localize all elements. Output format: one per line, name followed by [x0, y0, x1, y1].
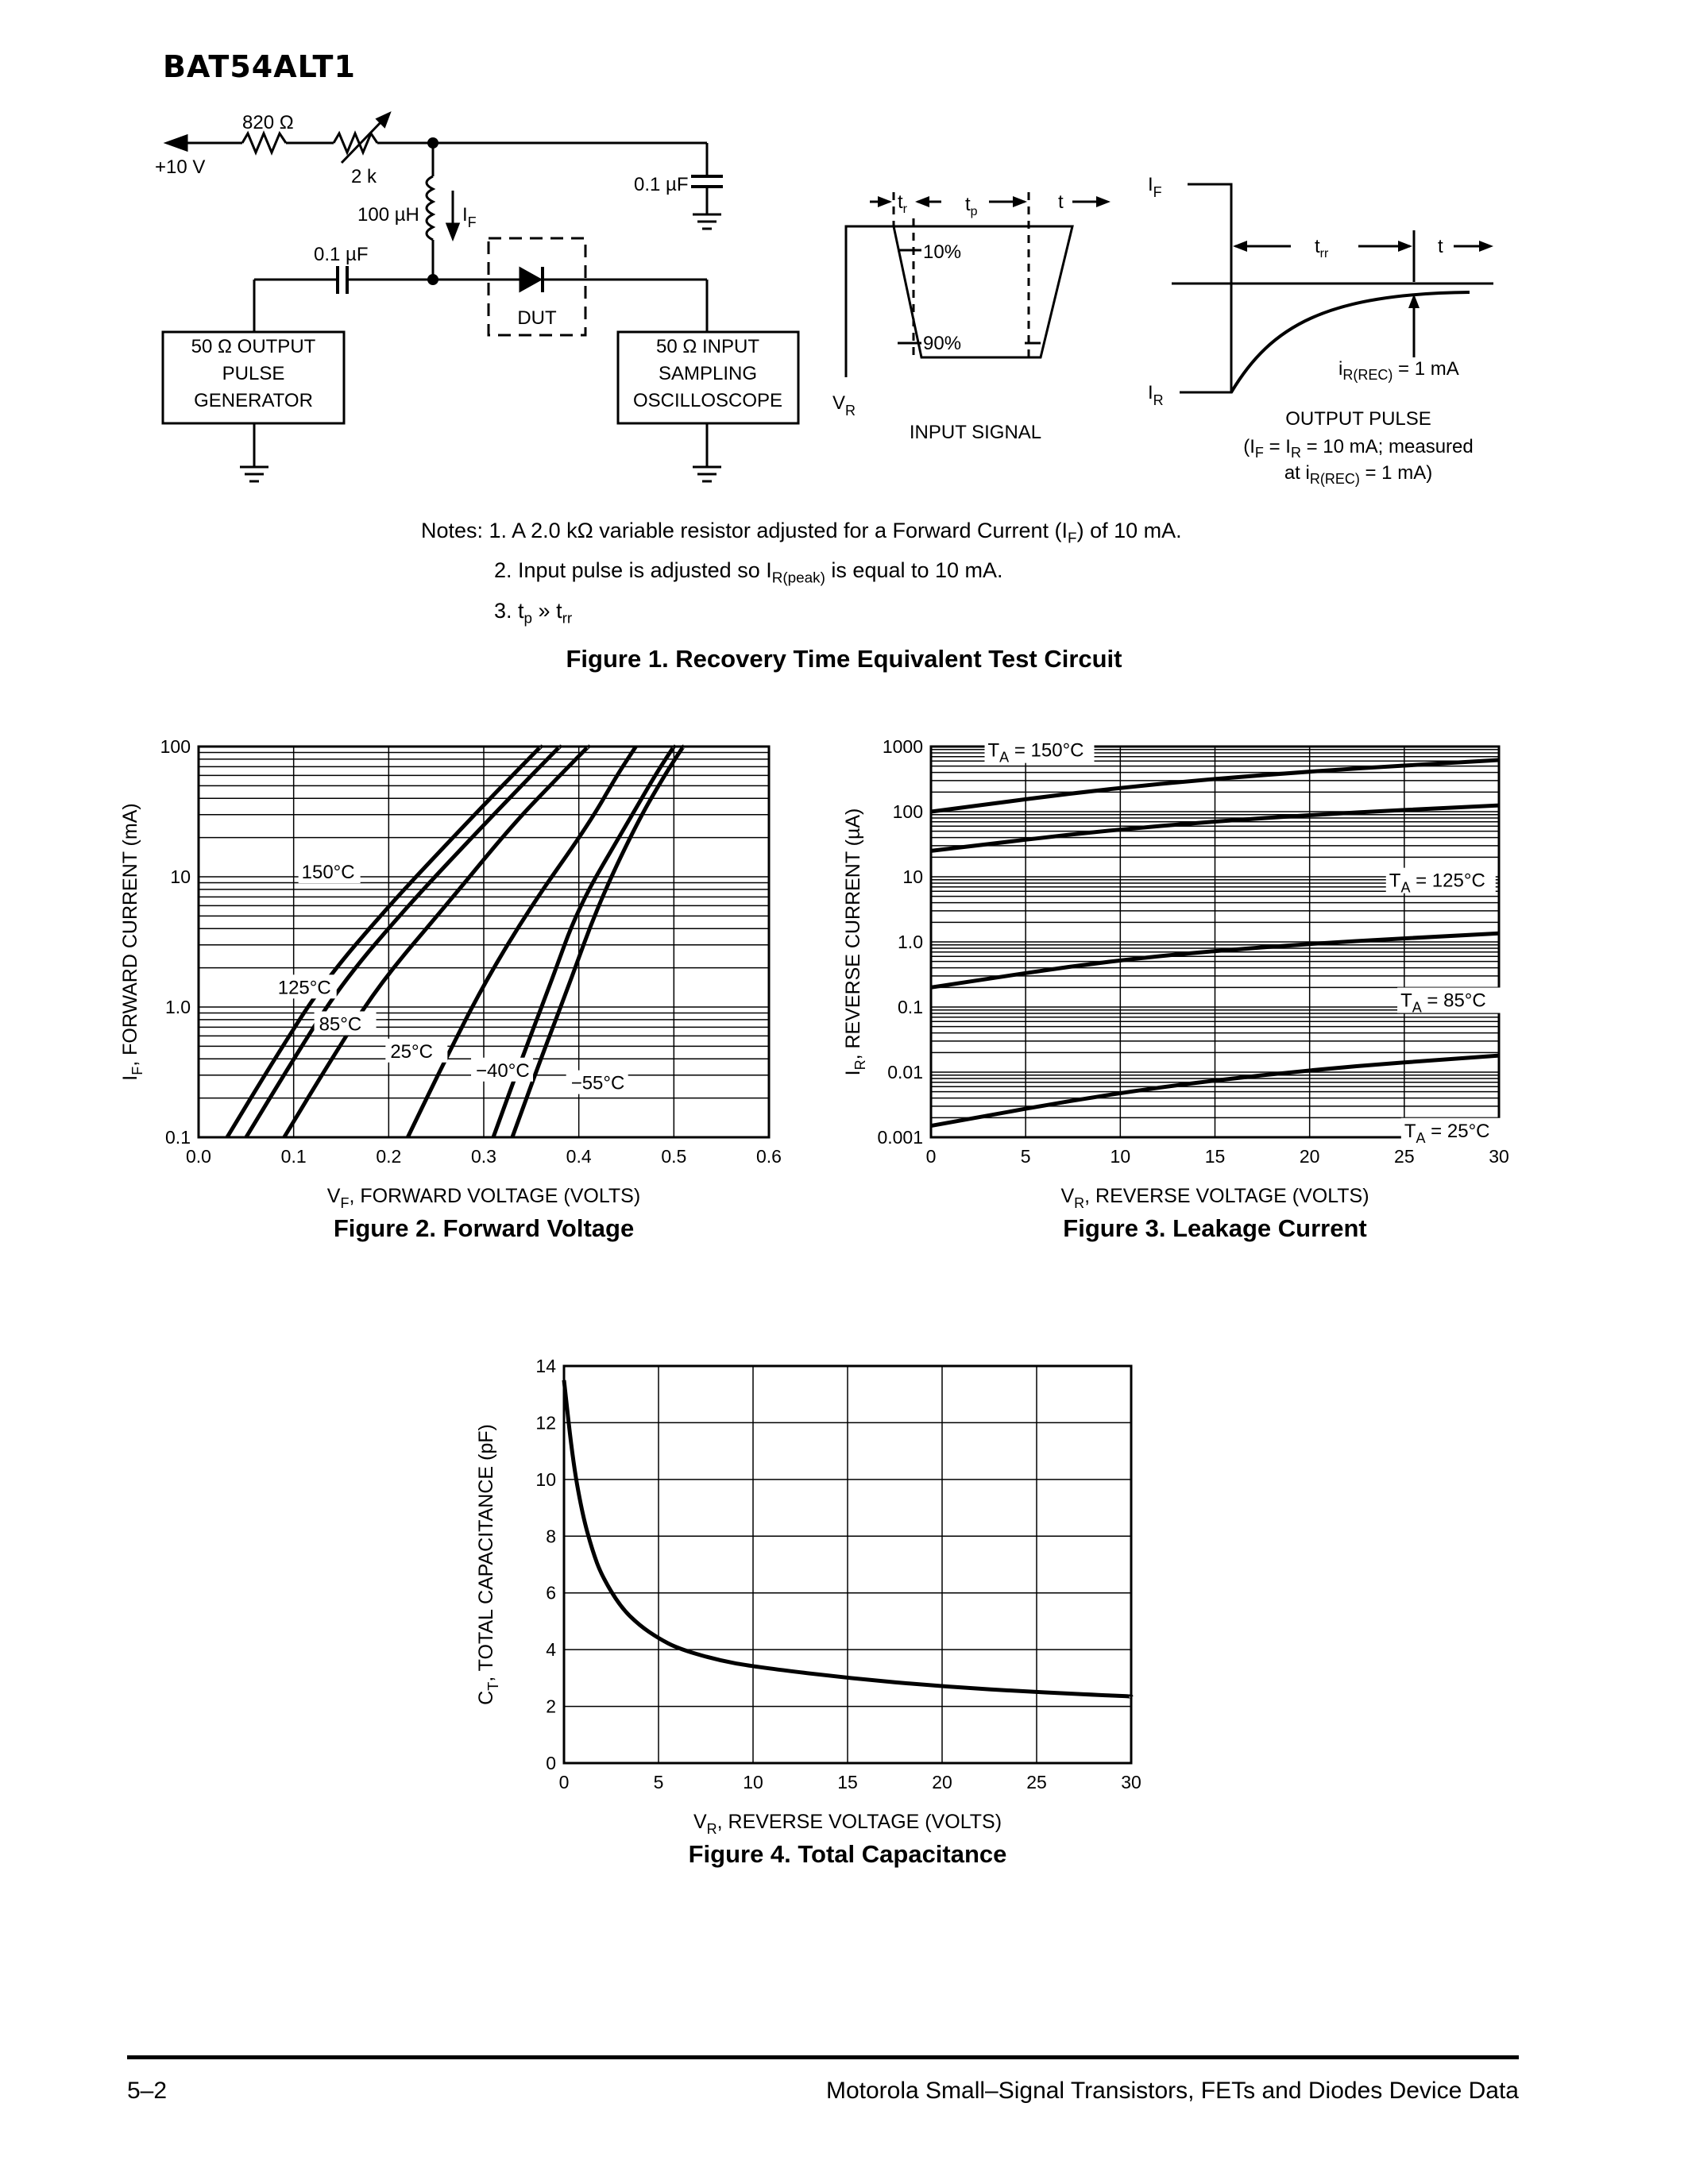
input-signal-waveform: [826, 175, 1112, 461]
y-tick-label: 0.1: [165, 1127, 191, 1148]
y-tick-label: 0.001: [877, 1127, 923, 1148]
note-3: 3. $t_p$ » $t_{rr}$: [494, 598, 573, 627]
leakage-current-chart: [826, 723, 1525, 1247]
forward-voltage-chart: [111, 723, 794, 1247]
y-tick-label: 10: [535, 1468, 556, 1490]
y-tick-label: 1.0: [165, 997, 191, 1017]
output-if-label: $I_F$: [1148, 174, 1162, 200]
generator-line2: PULSE: [222, 363, 285, 384]
grid: [564, 1366, 1131, 1763]
x-tick-label: 25: [1026, 1772, 1047, 1792]
generator-line3: GENERATOR: [194, 390, 313, 411]
y-tick-label: 1000: [882, 736, 923, 757]
y-tick-label: 100: [160, 736, 191, 757]
series-label: 25°C: [390, 1040, 433, 1063]
if-label: $I_F$: [462, 204, 477, 230]
tr-label: $t_r$: [898, 191, 907, 216]
x-axis-title: $V_F$, FORWARD VOLTAGE (VOLTS): [326, 1185, 641, 1211]
y-tick-label: 4: [546, 1639, 556, 1661]
oscilloscope-line1: 50 Ω INPUT: [656, 336, 759, 357]
series-label: $T_A = 150^\circ C$: [987, 739, 1084, 766]
x-axis-title: $V_R$, REVERSE VOLTAGE (VOLTS): [693, 1811, 1002, 1837]
x-tick-label: 30: [1121, 1772, 1141, 1792]
x-tick-label: 5: [1020, 1146, 1031, 1167]
resistor-label: 820 Ω: [242, 112, 294, 133]
vr-label: $V_R$: [832, 392, 856, 419]
y-tick-label: 10: [170, 866, 191, 887]
series-label: −55°C: [570, 1072, 625, 1094]
tp-label: $t_p$: [965, 194, 978, 218]
irrec-label: $i_{R(REC)} = 1$ mA: [1338, 358, 1459, 383]
series-label: $T_A = 125^\circ C$: [1389, 870, 1485, 896]
notes: [421, 515, 1182, 635]
variable-resistor-label: 2 k: [351, 166, 377, 187]
output-t-label: t: [1438, 236, 1443, 257]
input-signal-label: INPUT SIGNAL: [909, 422, 1042, 443]
ninety-percent-label: 90%: [923, 333, 962, 354]
y-tick-label: 12: [535, 1412, 556, 1433]
output-pulse-cond2: at $i_{R(REC)} = 1$ mA): [1284, 462, 1433, 487]
output-pulse-cond1: ($I_F = I_R = 10$ mA; measured: [1243, 436, 1474, 461]
figure1-caption: Figure 1. Recovery Time Equivalent Test Circuit: [566, 645, 1122, 673]
x-tick-label: 0: [558, 1772, 570, 1792]
dut-label: DUT: [517, 307, 557, 329]
y-tick-label: 6: [546, 1582, 556, 1603]
footer-divider: [127, 2055, 1519, 2059]
y-tick-label: 100: [892, 801, 923, 822]
x-tick-label: 20: [932, 1772, 952, 1792]
supply-label: +10 V: [155, 156, 206, 178]
chart-caption: Figure 2. Forward Voltage: [333, 1214, 635, 1242]
x-tick-label: 30: [1489, 1146, 1509, 1167]
y-tick-label: 1.0: [898, 932, 923, 952]
series-label: $T_A = 25^\circ C$: [1404, 1120, 1490, 1146]
x-tick-label: 0.2: [376, 1146, 402, 1167]
series-label: 85°C: [319, 1013, 362, 1036]
y-tick-label: 8: [546, 1526, 556, 1547]
x-tick-label: 0.0: [186, 1146, 211, 1167]
part-number: BAT54ALT1: [163, 49, 356, 84]
oscilloscope-line2: SAMPLING: [658, 363, 758, 384]
x-tick-label: 0: [925, 1146, 937, 1167]
page-number: 5–2: [127, 2078, 168, 2104]
series-label: $T_A = 85^\circ C$: [1400, 990, 1486, 1016]
x-tick-label: 25: [1394, 1146, 1415, 1167]
output-pulse-title: OUTPUT PULSE: [1285, 408, 1431, 430]
y-tick-label: 14: [535, 1356, 556, 1376]
generator-line1: 50 Ω OUTPUT: [191, 336, 316, 357]
total-capacitance-chart: [445, 1334, 1160, 1874]
output-pulse-waveform: [1144, 167, 1493, 500]
y-axis-title: $I_R$, REVERSE CURRENT (µA): [842, 808, 868, 1076]
chart-caption: Figure 4. Total Capacitance: [688, 1840, 1007, 1868]
output-ir-label: $I_R$: [1148, 382, 1164, 408]
x-tick-label: 0.5: [661, 1146, 687, 1167]
y-tick-label: 2: [546, 1696, 556, 1717]
t-label: t: [1058, 191, 1064, 213]
ten-percent-label: 10%: [923, 241, 962, 263]
trr-label: $t_{rr}$: [1315, 236, 1329, 260]
y-tick-label: 0.01: [887, 1062, 923, 1082]
capacitor-top-label: 0.1 µF: [634, 174, 689, 195]
x-tick-label: 0.6: [756, 1146, 782, 1167]
note-1: Notes: 1. A 2.0 kΩ variable resistor adjusted for a Forward Current $(I_F)$ of 10 mA.: [421, 519, 1182, 547]
note-2: 2. Input pulse is adjusted so $I_{R(peak)}$ is equal to 10 mA.: [494, 558, 1003, 587]
series-label: 125°C: [277, 977, 331, 999]
y-axis-title: $C_T$, TOTAL CAPACITANCE (pF): [475, 1424, 501, 1705]
x-tick-label: 20: [1299, 1146, 1320, 1167]
y-tick-label: 10: [902, 866, 923, 887]
x-tick-label: 0.4: [566, 1146, 592, 1167]
inductor-label: 100 µH: [357, 204, 419, 226]
series-label: 150°C: [301, 862, 355, 883]
oscilloscope-line3: OSCILLOSCOPE: [632, 390, 783, 411]
y-axis-title: $I_F$, FORWARD CURRENT (mA): [119, 803, 145, 1081]
chart-caption: Figure 3. Leakage Current: [1063, 1214, 1367, 1242]
y-tick-label: 0: [546, 1753, 556, 1773]
series-label: −40°C: [476, 1059, 530, 1082]
x-tick-label: 15: [1204, 1146, 1226, 1167]
capacitor-series-label: 0.1 µF: [314, 244, 369, 265]
y-tick-label: 0.1: [898, 997, 923, 1017]
x-tick-label: 10: [743, 1772, 763, 1792]
x-tick-label: 5: [653, 1772, 664, 1792]
x-tick-label: 15: [837, 1772, 858, 1792]
x-tick-label: 10: [1110, 1146, 1131, 1167]
publication-title: Motorola Small–Signal Transistors, FETs and Diodes Device Data: [825, 2078, 1519, 2104]
x-tick-label: 0.1: [280, 1146, 307, 1167]
x-tick-label: 0.3: [471, 1146, 496, 1167]
x-axis-title: $V_R$, REVERSE VOLTAGE (VOLTS): [1060, 1185, 1369, 1211]
